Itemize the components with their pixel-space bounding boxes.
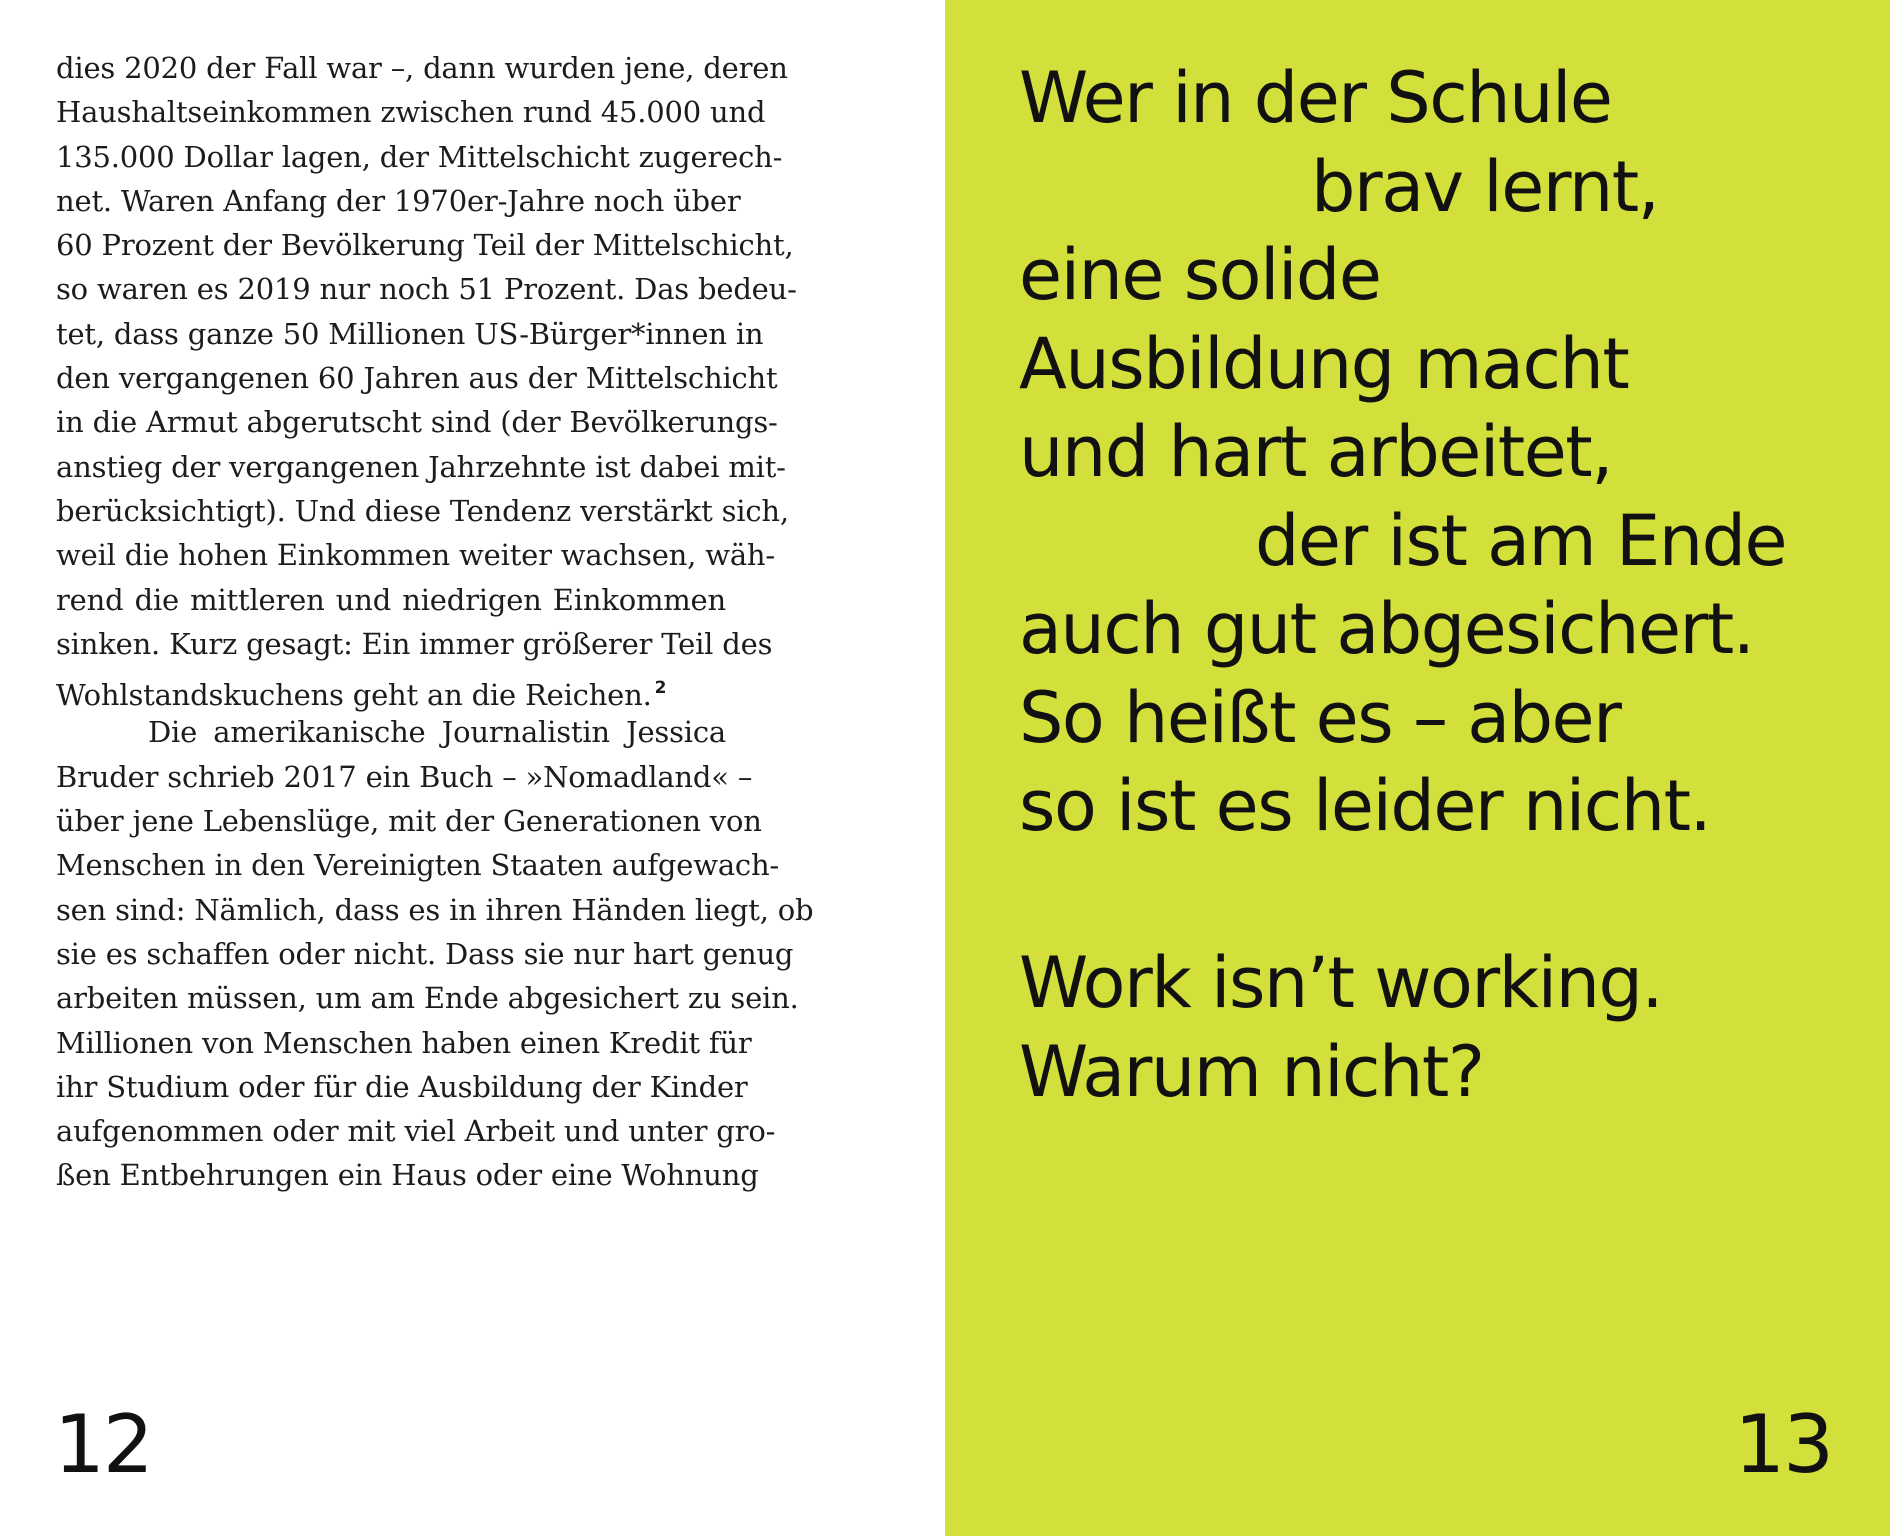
quote-line: so ist es leider nicht. xyxy=(1019,765,1711,847)
text-line: sen sind: Nämlich, dass es in ihren Händen liegt, ob xyxy=(56,892,814,927)
quote-line: und hart arbeitet, xyxy=(1019,411,1612,493)
page-number-left: 12 xyxy=(54,1398,152,1491)
text-line: weil die hohen Einkommen weiter wachsen, wäh- xyxy=(56,538,775,573)
text-line: so waren es 2019 nur noch 51 Prozent. Das bedeu- xyxy=(56,272,797,307)
text-line: tet, dass ganze 50 Millionen US-Bürger*innen in xyxy=(56,316,764,351)
text-line: arbeiten müssen, um am Ende abgesichert zu sein. xyxy=(56,981,799,1016)
quote-line: eine solide xyxy=(1019,234,1381,316)
text-line: 60 Prozent der Bevölkerung Teil der Mittelschicht, xyxy=(56,228,794,263)
text-line: in die Armut abgerutscht sind (der Bevölkerungs- xyxy=(56,405,778,440)
body-text xyxy=(56,46,814,1198)
quote-line: brav lernt, xyxy=(1311,145,1659,228)
text-line: Menschen in den Vereinigten Staaten aufgewach- xyxy=(56,848,780,883)
text-line: sinken. Kurz gesagt: Ein immer größerer Teil des xyxy=(56,626,773,661)
text-line: Millionen von Menschen haben einen Kredit für xyxy=(56,1025,752,1060)
right-page xyxy=(945,0,1890,1536)
text-line: net. Waren Anfang der 1970er-Jahre noch über xyxy=(56,183,741,218)
text-line: sie es schaffen oder nicht. Dass sie nur hart genug xyxy=(56,936,794,971)
quote-line: Wer in der Schule xyxy=(1019,57,1612,139)
text-line: ßen Entbehrungen ein Haus oder eine Wohnung xyxy=(56,1158,759,1193)
footnote-reference[interactable]: 2 xyxy=(654,678,667,699)
text-line: 135.000 Dollar lagen, der Mittelschicht zugerech- xyxy=(56,139,783,174)
closing-line: Work isn’t working. xyxy=(1019,942,1663,1024)
text-line: aufgenommen oder mit viel Arbeit und unter gro- xyxy=(56,1114,776,1149)
text-line: anstieg der vergangenen Jahrzehnte ist dabei mit- xyxy=(56,449,786,484)
text-line: Bruder schrieb 2017 ein Buch – »Nomadland« – xyxy=(56,759,753,794)
text-line: rend die mittleren und niedrigen Einkommen xyxy=(56,582,726,617)
quote-line: So heißt es – aber xyxy=(1019,676,1621,759)
quote-line: auch gut abgesichert. xyxy=(1019,588,1754,670)
text-line: Die amerikanische Journalistin Jessica xyxy=(148,715,726,750)
text-line: den vergangenen 60 Jahren aus der Mittelschicht xyxy=(56,361,778,396)
text-line: Wohlstandskuchens geht an die Reichen. xyxy=(56,678,652,713)
page-number-right: 13 xyxy=(1734,1398,1832,1491)
paragraph-2 xyxy=(56,710,814,1197)
text-line: ihr Studium oder für die Ausbildung der Kinder xyxy=(56,1069,748,1104)
paragraph-1 xyxy=(56,46,797,713)
closing-line: Warum nicht? xyxy=(1019,1030,1484,1113)
text-line: Haushaltseinkommen zwischen rund 45.000 und xyxy=(56,95,766,130)
text-line: berücksichtigt). Und diese Tendenz verstärkt sich, xyxy=(56,493,789,528)
text-line-with-footnote xyxy=(56,666,726,713)
quote-line: der ist am Ende xyxy=(1255,499,1787,582)
text-line: über jene Lebenslüge, mit der Generationen von xyxy=(56,804,762,839)
spacer xyxy=(1019,851,1879,940)
text-line: dies 2020 der Fall war –, dann wurden jene, deren xyxy=(56,51,788,85)
quote-line: Ausbildung macht xyxy=(1019,322,1629,405)
pull-quote xyxy=(1019,54,1879,1116)
